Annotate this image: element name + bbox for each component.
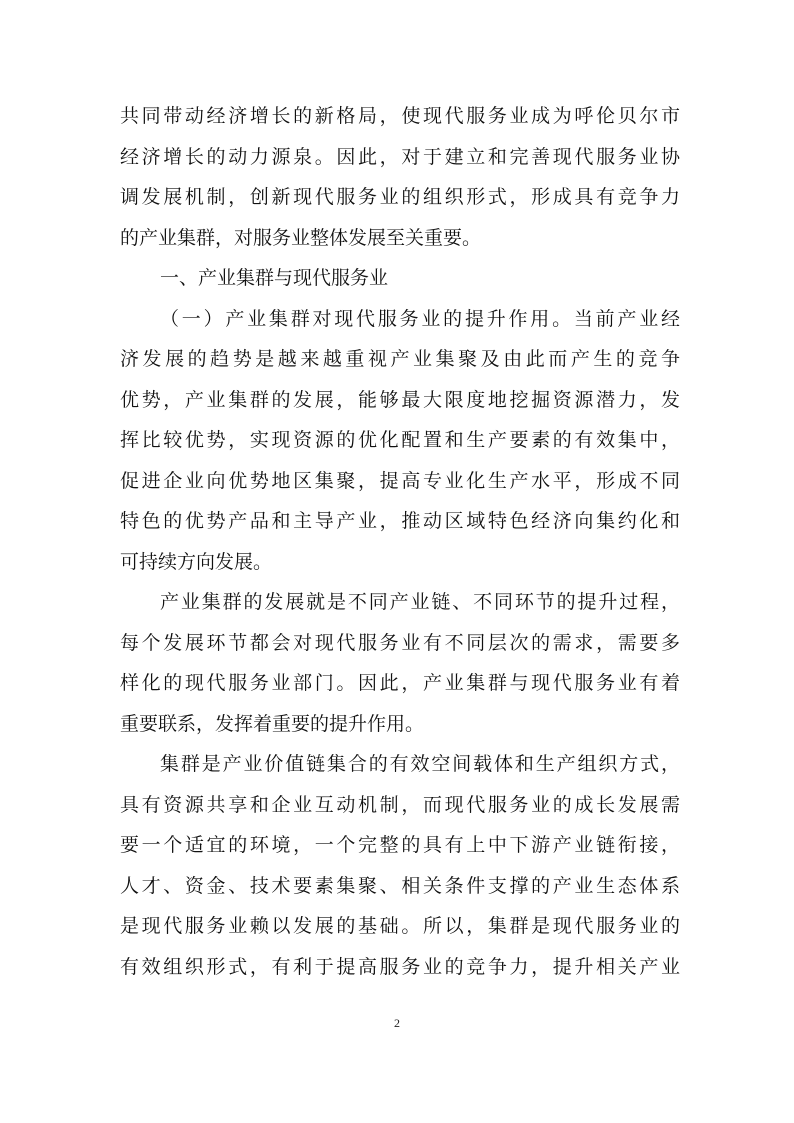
document-body xyxy=(120,96,680,987)
section-heading xyxy=(120,258,680,299)
heading-text: 一、产业集群与现代服务业 xyxy=(160,267,389,289)
text-line: 产业集群的发展就是不同产业链、不同环节的提升过程， xyxy=(160,591,680,613)
text-line: 济发展的趋势是越来越重视产业集聚及由此而产生的竞争 xyxy=(120,348,680,370)
text-line: 每个发展环节都会对现代服务业有不同层次的需求，需要多 xyxy=(120,631,680,654)
paragraph xyxy=(120,744,680,987)
text-line: 重要联系，发挥着重要的提升作用。 xyxy=(120,712,425,735)
paragraph xyxy=(120,582,680,744)
text-line: 经济增长的动力源泉。因此，对于建立和完善现代服务业协 xyxy=(120,145,680,168)
text-line: 的产业集群，对服务业整体发展至关重要。 xyxy=(120,226,482,249)
text-line: 要一个适宜的环境，一个完整的具有上中下游产业链衔接， xyxy=(120,834,680,856)
text-line: 样化的现代服务业部门。因此，产业集群与现代服务业有着 xyxy=(120,672,680,694)
text-line: 是现代服务业赖以发展的基础。所以，集群是现代服务业的 xyxy=(120,915,680,937)
paragraph xyxy=(120,299,680,583)
text-line: 集群是产业价值链集合的有效空间载体和生产组织方式， xyxy=(160,753,680,775)
text-line: 调发展机制，创新现代服务业的组织形式，形成具有竞争力 xyxy=(120,186,680,208)
text-line: 有效组织形式，有利于提高服务业的竞争力，提升相关产业 xyxy=(120,955,680,978)
text-line: （一）产业集群对现代服务业的提升作用。当前产业经 xyxy=(160,307,680,330)
text-line: 挥比较优势，实现资源的优化配置和生产要素的有效集中， xyxy=(120,429,680,451)
paragraph xyxy=(120,96,680,258)
text-line: 可持续方向发展。 xyxy=(120,550,273,573)
text-line: 特色的优势产品和主导产业，推动区域特色经济向集约化和 xyxy=(120,510,680,532)
page-number: 2 xyxy=(394,1016,400,1030)
text-line: 具有资源共享和企业互动机制，而现代服务业的成长发展需 xyxy=(120,793,680,816)
text-line: 促进企业向优势地区集聚，提高专业化生产水平，形成不同 xyxy=(120,469,680,492)
text-line: 共同带动经济增长的新格局，使现代服务业成为呼伦贝尔市 xyxy=(120,105,680,127)
text-line: 人才、资金、技术要素集聚、相关条件支撑的产业生态体系 xyxy=(120,874,680,897)
text-line: 优势，产业集群的发展，能够最大限度地挖掘资源潜力，发 xyxy=(120,388,680,411)
